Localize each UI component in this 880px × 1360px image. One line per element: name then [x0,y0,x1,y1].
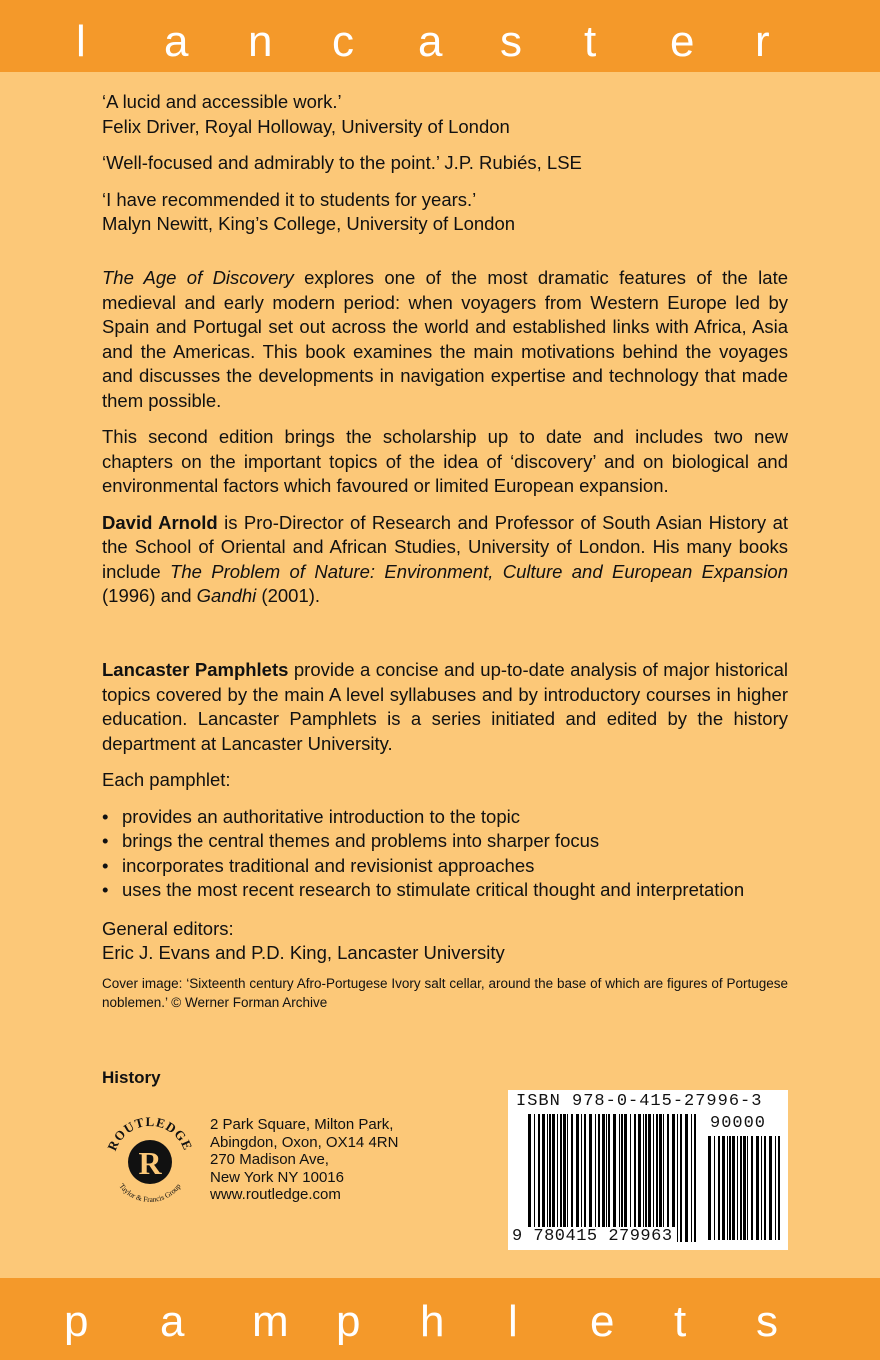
list-item: • incorporates traditional and revisionist approaches [102,854,788,879]
barcode-bar [677,1114,678,1242]
barcode-bar [740,1136,742,1240]
barcode-bar [560,1114,562,1242]
barcode-bar [619,1114,620,1242]
header-letter: c [332,17,354,66]
barcode-bar [576,1114,579,1242]
isbn-barcode [508,1090,788,1250]
book-description [102,266,788,609]
barcode-bar [732,1136,735,1240]
quote-attribution: Felix Driver, Royal Holloway, University of London [102,115,510,137]
svg-text:Taylor & Francis Group [117,1182,182,1205]
barcode-bar [764,1136,766,1240]
barcode-bar [608,1114,610,1242]
footer-letter: m [252,1297,289,1346]
barcode-bar [602,1114,605,1242]
header-letter: a [418,17,443,66]
barcode-bar [552,1114,555,1242]
list-item: • uses the most recent research to stimulate critical thought and interpretation [102,878,788,903]
price-addon-bars [708,1136,782,1240]
cover-image-credit: Cover image: ‘Sixteenth century Afro-Portugese Ivory salt cellar, around the base of which are figures of Portugese noblemen.’ © Werner Forman Archive [102,975,788,1010]
barcode-bar [613,1114,616,1242]
barcode-bar [538,1114,540,1242]
quote-text: ‘A lucid and accessible work.’ [102,91,342,112]
barcode-bar [645,1114,647,1242]
barcode-bar [589,1114,592,1242]
header-letter: r [755,17,770,66]
footer-letter: l [508,1297,518,1346]
list-item: • brings the central themes and problems into sharper focus [102,829,788,854]
bullet-icon: • [102,830,109,851]
quote-text: ‘I have recommended it to students for years.’ [102,188,477,210]
barcode-bar [680,1114,682,1242]
barcode-bar [672,1114,675,1242]
barcode-bar [694,1114,696,1242]
footer-letter: p [336,1297,361,1346]
review-quotes [102,90,788,237]
barcode-bar [534,1114,535,1242]
pamphlet-features-list [102,805,788,903]
svg-text:R: R [138,1145,162,1181]
description-paragraph: The Age of Discovery explores one of the most dramatic features of the late medieval and early modern period: when voyagers from Western Europe led by Spain and Portugal set out across the world and established links with Africa, Asia and the Americas. This book examines the main motivations behind the voyages and discusses the developments in navigation expertise and technology that made them possible. [102,267,788,411]
editors-names: Eric J. Evans and P.D. King, Lancaster University [102,942,505,963]
barcode-bar [547,1114,548,1242]
barcode-bar [685,1114,688,1242]
barcode-bar [621,1114,623,1242]
barcode-bar [663,1114,664,1242]
barcode-bar [598,1114,600,1242]
logo-subtext: Taylor & Francis Group [117,1181,183,1205]
footer-letter: h [420,1297,445,1346]
barcode-bar [747,1136,748,1240]
header-band [0,0,880,72]
editors-label: General editors: [102,917,234,939]
footer-letter: a [160,1297,185,1346]
header-letter: e [670,17,695,66]
bullet-icon: • [102,879,109,900]
barcode-bar [756,1136,759,1240]
publisher-address: 2 Park Square, Milton Park, Abingdon, Oxon, OX14 4RN 270 Madison Ave, New York NY 10016 www.routledge.com [210,1116,399,1203]
barcode-bar [528,1114,531,1242]
list-item: • provides an authoritative introduction to the topic [102,805,788,830]
barcode-bar [769,1136,772,1240]
footer-letter: p [64,1297,89,1346]
ean-barcode-bars [528,1114,700,1242]
barcode-bar [549,1114,551,1242]
description-paragraph: This second edition brings the scholarship up to date and includes two new chapters on the important topics of the idea of ‘discovery’ and on biological and environmental factors which favoured or limited European expansion. [102,426,788,496]
header-letter: l [76,17,86,66]
header-letter: n [248,17,273,66]
barcode-bar [557,1114,558,1242]
barcode-bar [595,1114,596,1242]
barcode-bar [643,1114,644,1242]
quote-attribution: Malyn Newitt, King’s College, University of London [102,213,516,234]
price-code: 90000 [710,1114,767,1133]
header-letter: s [500,17,522,66]
barcode-bar [761,1136,762,1240]
barcode-bar [653,1114,654,1242]
barcode-bar [667,1114,669,1242]
series-name: Lancaster Pamphlets [102,659,289,680]
barcode-bar [727,1136,728,1240]
barcode-bar [656,1114,658,1242]
bullet-icon: • [102,805,109,827]
barcode-bar [634,1114,636,1242]
ean-digits: 9 780415 279963 [512,1227,677,1246]
barcode-bar [708,1136,711,1240]
barcode-bar [722,1136,725,1240]
barcode-bar [563,1114,566,1242]
barcode-bar [648,1114,651,1242]
barcode-bar [743,1136,746,1240]
barcode-bar [778,1136,780,1240]
barcode-bar [542,1114,545,1242]
routledge-logo [100,1112,200,1212]
subject-category: History [102,1068,161,1087]
barcode-bar [729,1136,731,1240]
barcode-bar [584,1114,586,1242]
footer-letter: t [674,1297,687,1346]
barcode-bar [638,1114,641,1242]
each-pamphlet-label: Each pamphlet: [102,769,231,790]
barcode-bar [624,1114,627,1242]
author-name: David Arnold [102,511,218,533]
barcode-bar [691,1114,692,1242]
barcode-bar [718,1136,720,1240]
series-info [102,658,788,1012]
barcode-bar [606,1114,607,1242]
logo-wordmark: ROUTLEDGE [104,1113,196,1153]
author-bio: David Arnold is Pro-Director of Research and Professor of South Asian History at the School of Oriental and African Studies, University of London. His many books include The Problem of Nature: Environment, Culture and European Expansion (1996) and Gandhi (2001). [102,511,789,606]
barcode-bar [751,1136,753,1240]
barcode-bar [659,1114,662,1242]
isbn-label: ISBN 978-0-415-27996-3 [516,1092,763,1111]
barcode-bar [714,1136,715,1240]
header-letter: t [584,17,597,66]
book-title: The Age of Discovery [102,267,294,288]
barcode-bar [567,1114,568,1242]
header-letter: a [164,17,189,66]
footer-letter: e [590,1297,615,1346]
barcode-bar [581,1114,582,1242]
bullet-icon: • [102,854,109,876]
barcode-bar [630,1114,631,1242]
publisher-website: www.routledge.com [210,1186,341,1203]
footer-band [0,1278,880,1360]
barcode-bar [571,1114,573,1242]
series-description: Lancaster Pamphlets provide a concise and up-to-date analysis of major historical topics covered by the main A level syllabuses and by introductory courses in higher education. Lancaster Pamphlets is a series initiated and edited by the history department at Lancaster University. [102,659,788,754]
barcode-bar [775,1136,776,1240]
barcode-bar [737,1136,738,1240]
quote-text: ‘Well-focused and admirably to the point.’ J.P. Rubiés, LSE [102,152,582,173]
footer-letter: s [756,1297,778,1346]
